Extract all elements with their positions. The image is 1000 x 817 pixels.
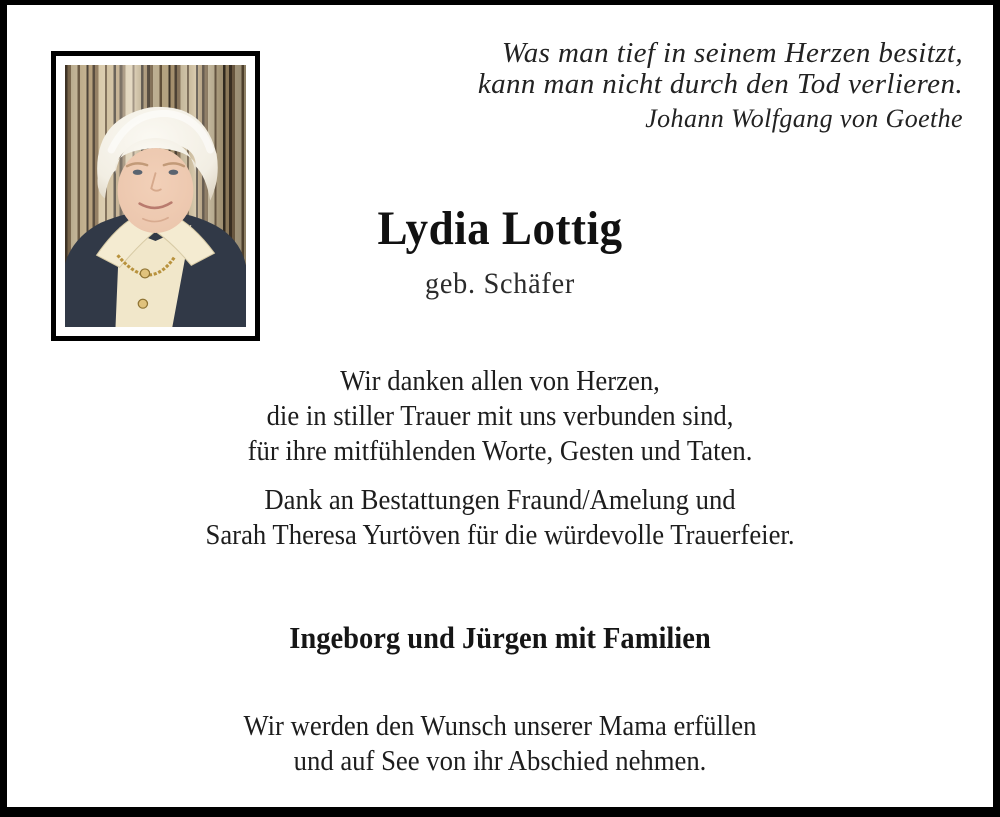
right-eye (169, 170, 179, 175)
family-signature: Ingeborg und Jürgen mit Familien (289, 620, 711, 655)
acknowledgement-paragraph (46, 483, 953, 553)
thanks-paragraph (46, 364, 953, 469)
deceased-name: Lydia Lottig (377, 202, 623, 255)
closing-paragraph (46, 709, 953, 779)
left-eye (133, 170, 143, 175)
thanks-line-3: für ihre mitfühlenden Worte, Gesten und Taten. (247, 435, 753, 467)
acknowledgement-line-2: Sarah Theresa Yurtöven für die würdevolle Trauerfeier. (205, 519, 795, 551)
blouse-button-bottom (138, 299, 147, 308)
acknowledgement-line-1: Dank an Bestattungen Fraund/Amelung und (264, 484, 736, 516)
deceased-name-block (7, 204, 993, 300)
closing-line-1: Wir werden den Wunsch unserer Mama erfüllen (243, 710, 757, 742)
closing-line-2: und auf See von ihr Abschied nehmen. (293, 745, 707, 777)
thanks-line-1: Wir danken allen von Herzen, (340, 365, 660, 397)
quote-attribution: Johann Wolfgang von Goethe (645, 104, 963, 133)
deceased-birth-name: geb. Schäfer (425, 267, 575, 300)
quote-line-1: Was man tief in seinem Herzen besitzt, (501, 37, 963, 69)
memorial-quote (478, 38, 963, 134)
quote-line-2: kann man nicht durch den Tod verlieren. (477, 68, 963, 100)
thanks-line-2: die in stiller Trauer mit uns verbunden sind, (266, 400, 734, 432)
